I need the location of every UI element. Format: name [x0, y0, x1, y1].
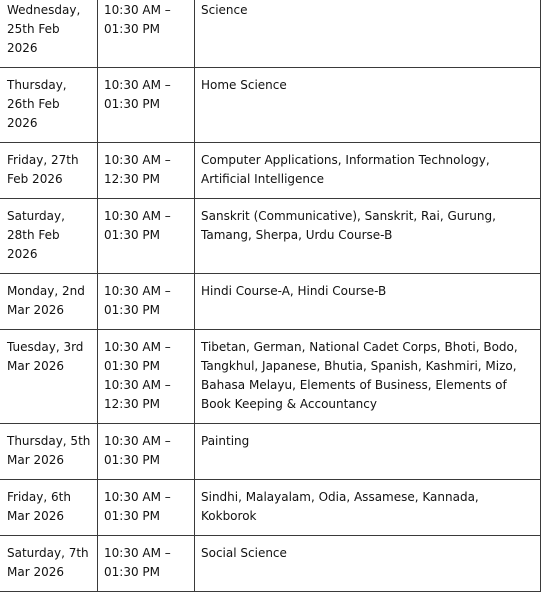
table-row — [1, 0, 541, 68]
time-start: 10:30 AM – — [104, 546, 171, 560]
time-end: 01:30 PM — [104, 509, 160, 523]
time-cell — [98, 274, 195, 330]
exam-date: Tuesday, 3rd Mar 2026 — [7, 340, 84, 373]
exam-subjects: Tibetan, German, National Cadet Corps, Bhoti, Bodo, Tangkhul, Japanese, Bhutia, Spanish, Kashmiri, Mizo, Bahasa Melayu, Elements of Business, Elements of Book Keeping & Accountancy — [201, 340, 518, 411]
time-start: 10:30 AM – — [104, 78, 171, 92]
table-row — [1, 536, 541, 592]
exam-subjects: Sanskrit (Communicative), Sanskrit, Rai, Gurung, Tamang, Sherpa, Urdu Course-B — [201, 209, 496, 242]
exam-date: Wednesday, 25th Feb 2026 — [7, 3, 81, 55]
time-cell — [98, 480, 195, 536]
table-row — [1, 274, 541, 330]
exam-subjects: Hindi Course-A, Hindi Course-B — [201, 284, 387, 298]
date-cell — [1, 0, 98, 68]
time-cell — [98, 68, 195, 143]
time-end-alt: 12:30 PM — [104, 397, 160, 411]
table-row — [1, 199, 541, 274]
exam-date: Thursday, 26th Feb 2026 — [7, 78, 67, 130]
time-end: 01:30 PM — [104, 453, 160, 467]
time-cell — [98, 330, 195, 424]
exam-subjects: Computer Applications, Information Technology, Artificial Intelligence — [201, 153, 490, 186]
exam-date: Friday, 6th Mar 2026 — [7, 490, 71, 523]
time-start: 10:30 AM – — [104, 284, 171, 298]
time-start-alt: 10:30 AM – — [104, 378, 171, 392]
exam-date: Saturday, 28th Feb 2026 — [7, 209, 65, 261]
time-start: 10:30 AM – — [104, 3, 171, 17]
date-cell — [1, 68, 98, 143]
table-row — [1, 424, 541, 480]
time-start: 10:30 AM – — [104, 153, 171, 167]
date-cell — [1, 480, 98, 536]
date-cell — [1, 330, 98, 424]
time-end: 01:30 PM — [104, 359, 160, 373]
exam-date: Thursday, 5th Mar 2026 — [7, 434, 91, 467]
time-start: 10:30 AM – — [104, 340, 171, 354]
date-cell — [1, 199, 98, 274]
time-end: 12:30 PM — [104, 172, 160, 186]
subject-cell — [195, 68, 541, 143]
subject-cell — [195, 143, 541, 199]
subject-cell — [195, 330, 541, 424]
time-cell — [98, 143, 195, 199]
table-row — [1, 143, 541, 199]
date-cell — [1, 274, 98, 330]
table-row — [1, 330, 541, 424]
time-start: 10:30 AM – — [104, 490, 171, 504]
exam-subjects: Home Science — [201, 78, 287, 92]
subject-cell — [195, 424, 541, 480]
exam-subjects: Painting — [201, 434, 250, 448]
table-row — [1, 480, 541, 536]
exam-date: Friday, 27th Feb 2026 — [7, 153, 79, 186]
time-end: 01:30 PM — [104, 97, 160, 111]
exam-subjects: Social Science — [201, 546, 287, 560]
subject-cell — [195, 199, 541, 274]
time-end: 01:30 PM — [104, 565, 160, 579]
time-cell — [98, 0, 195, 68]
time-start: 10:30 AM – — [104, 434, 171, 448]
time-start: 10:30 AM – — [104, 209, 171, 223]
time-end: 01:30 PM — [104, 303, 160, 317]
subject-cell — [195, 274, 541, 330]
date-cell — [1, 143, 98, 199]
subject-cell — [195, 480, 541, 536]
time-end: 01:30 PM — [104, 228, 160, 242]
exam-subjects: Sindhi, Malayalam, Odia, Assamese, Kannada, Kokborok — [201, 490, 479, 523]
exam-date: Saturday, 7th Mar 2026 — [7, 546, 89, 579]
table-row — [1, 68, 541, 143]
time-end: 01:30 PM — [104, 22, 160, 36]
date-cell — [1, 424, 98, 480]
exam-subjects: Science — [201, 3, 248, 17]
exam-date: Monday, 2nd Mar 2026 — [7, 284, 85, 317]
subject-cell — [195, 536, 541, 592]
time-cell — [98, 424, 195, 480]
time-cell — [98, 536, 195, 592]
subject-cell — [195, 0, 541, 68]
time-cell — [98, 199, 195, 274]
date-cell — [1, 536, 98, 592]
